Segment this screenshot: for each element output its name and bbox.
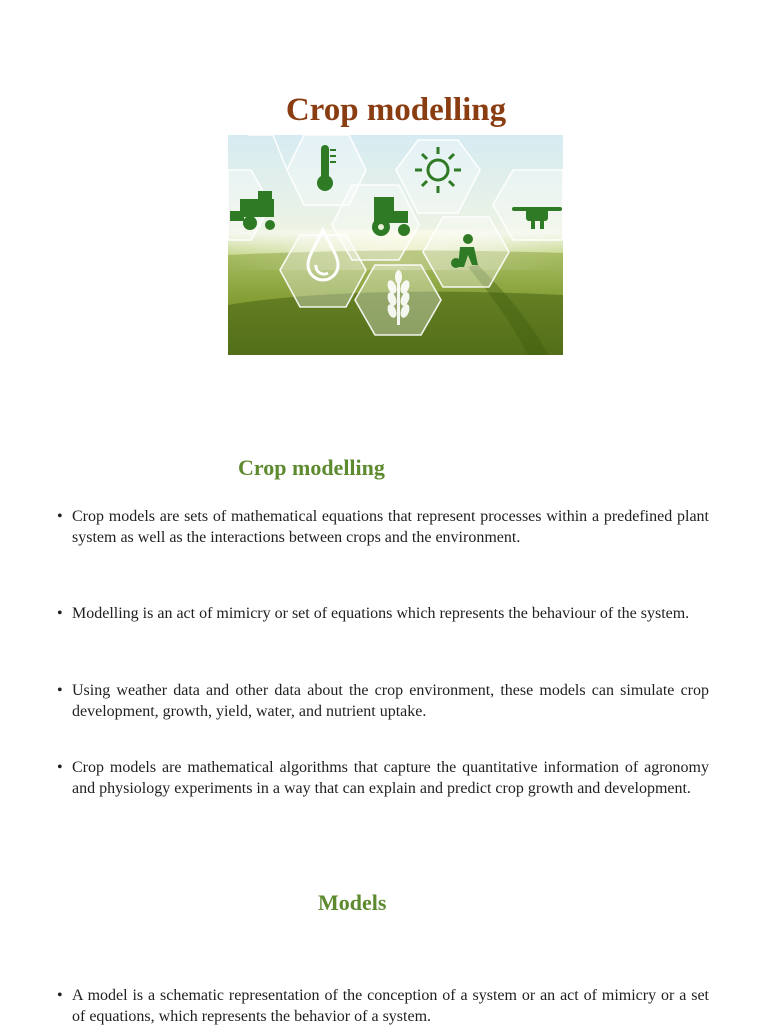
bullet-item: • A model is a schematic representation of the conception of a system or an act of mimicry or a set of equations, which represents the behavior of a system. <box>72 986 709 1027</box>
crop-modelling-illustration <box>228 135 563 355</box>
page-title: Crop modelling <box>285 92 507 128</box>
bullet-item: • Modelling is an act of mimicry or set of equations which represents the behaviour of the system. <box>72 604 709 625</box>
section-title-crop-modelling: Crop modelling <box>238 455 385 480</box>
bullet-item: • Crop models are sets of mathematical equations that represent processes within a predefined plant system as well as the interactions between crops and the environment. <box>72 507 709 548</box>
bullet-item: • Using weather data and other data about the crop environment, these models can simulate crop development, growth, yield, water, and nutrient uptake. <box>72 681 709 722</box>
bullet-item: • Crop models are mathematical algorithms that capture the quantitative information of agronomy and physiology experiments in a way that can explain and predict crop growth and development. <box>72 758 709 799</box>
section-title-models: Models <box>318 890 387 915</box>
